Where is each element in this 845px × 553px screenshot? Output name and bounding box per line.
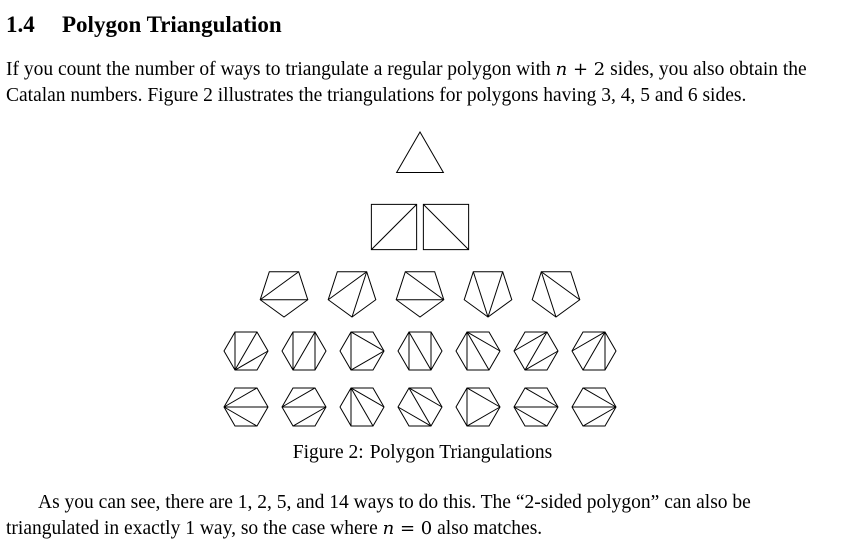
triangulation-polygon-5-2 (328, 272, 376, 317)
math-expression: = 0 (394, 518, 433, 539)
triangulation-polygon-6-10 (340, 388, 384, 426)
math-variable-n: n (382, 518, 395, 539)
triangulation-polygon-6-1 (224, 332, 268, 370)
intro-text-2: sides, you also obtain the Catalan numbers. Figure 2 illustrates the triangulations for polygons having 3, 4, 5 and 6 sides. (6, 59, 807, 106)
triangulation-polygon-6-3 (340, 332, 384, 370)
math-expression: + 2 (567, 59, 606, 80)
figure-caption-text: Polygon Triangulations (369, 442, 553, 463)
triangulation-polygon-6-2 (282, 332, 326, 370)
triangulation-polygon-6-11 (398, 388, 442, 426)
triangulation-polygon-5-5 (532, 272, 580, 317)
triangulation-polygon-5-1 (260, 272, 308, 317)
triangulation-polygon-6-5 (456, 332, 500, 370)
figure-caption (0, 442, 845, 464)
math-variable-n: n (555, 59, 568, 80)
figure-label: Figure 2: (292, 442, 364, 463)
polygon-outline (340, 332, 384, 370)
triangulation-polygon-6-12 (456, 388, 500, 426)
triangulation-polygon-6-7 (572, 332, 616, 370)
triangulation-polygon-3-1 (397, 132, 444, 173)
polygon-outline (464, 272, 512, 317)
triangulation-polygon-4-1 (371, 204, 416, 249)
triangulation-polygon-6-4 (398, 332, 442, 370)
polygon-outline (397, 132, 444, 173)
triangulation-polygon-4-2 (423, 204, 468, 249)
polygon-outline (456, 388, 500, 426)
conclusion-paragraph (6, 490, 836, 542)
conclusion-text-1: As you can see, there are 1, 2, 5, and 14 ways to do this. The “2-sided polygon” can also be triangulated in exactly 1 way, so the case where (6, 492, 751, 539)
triangulation-polygon-6-6 (514, 332, 558, 370)
triangulation-polygon-6-8 (224, 388, 268, 426)
triangulation-polygon-6-14 (572, 388, 616, 426)
section-title: Polygon Triangulation (62, 12, 282, 37)
intro-text-1: If you count the number of ways to triangulate a regular polygon with (6, 59, 556, 80)
triangulation-polygon-6-9 (282, 388, 326, 426)
triangulation-polygon-5-3 (396, 272, 444, 317)
triangulation-polygon-6-13 (514, 388, 558, 426)
conclusion-text-2: also matches. (432, 518, 543, 539)
triangulation-polygon-5-4 (464, 272, 512, 317)
section-number: 1.4 (6, 12, 35, 37)
